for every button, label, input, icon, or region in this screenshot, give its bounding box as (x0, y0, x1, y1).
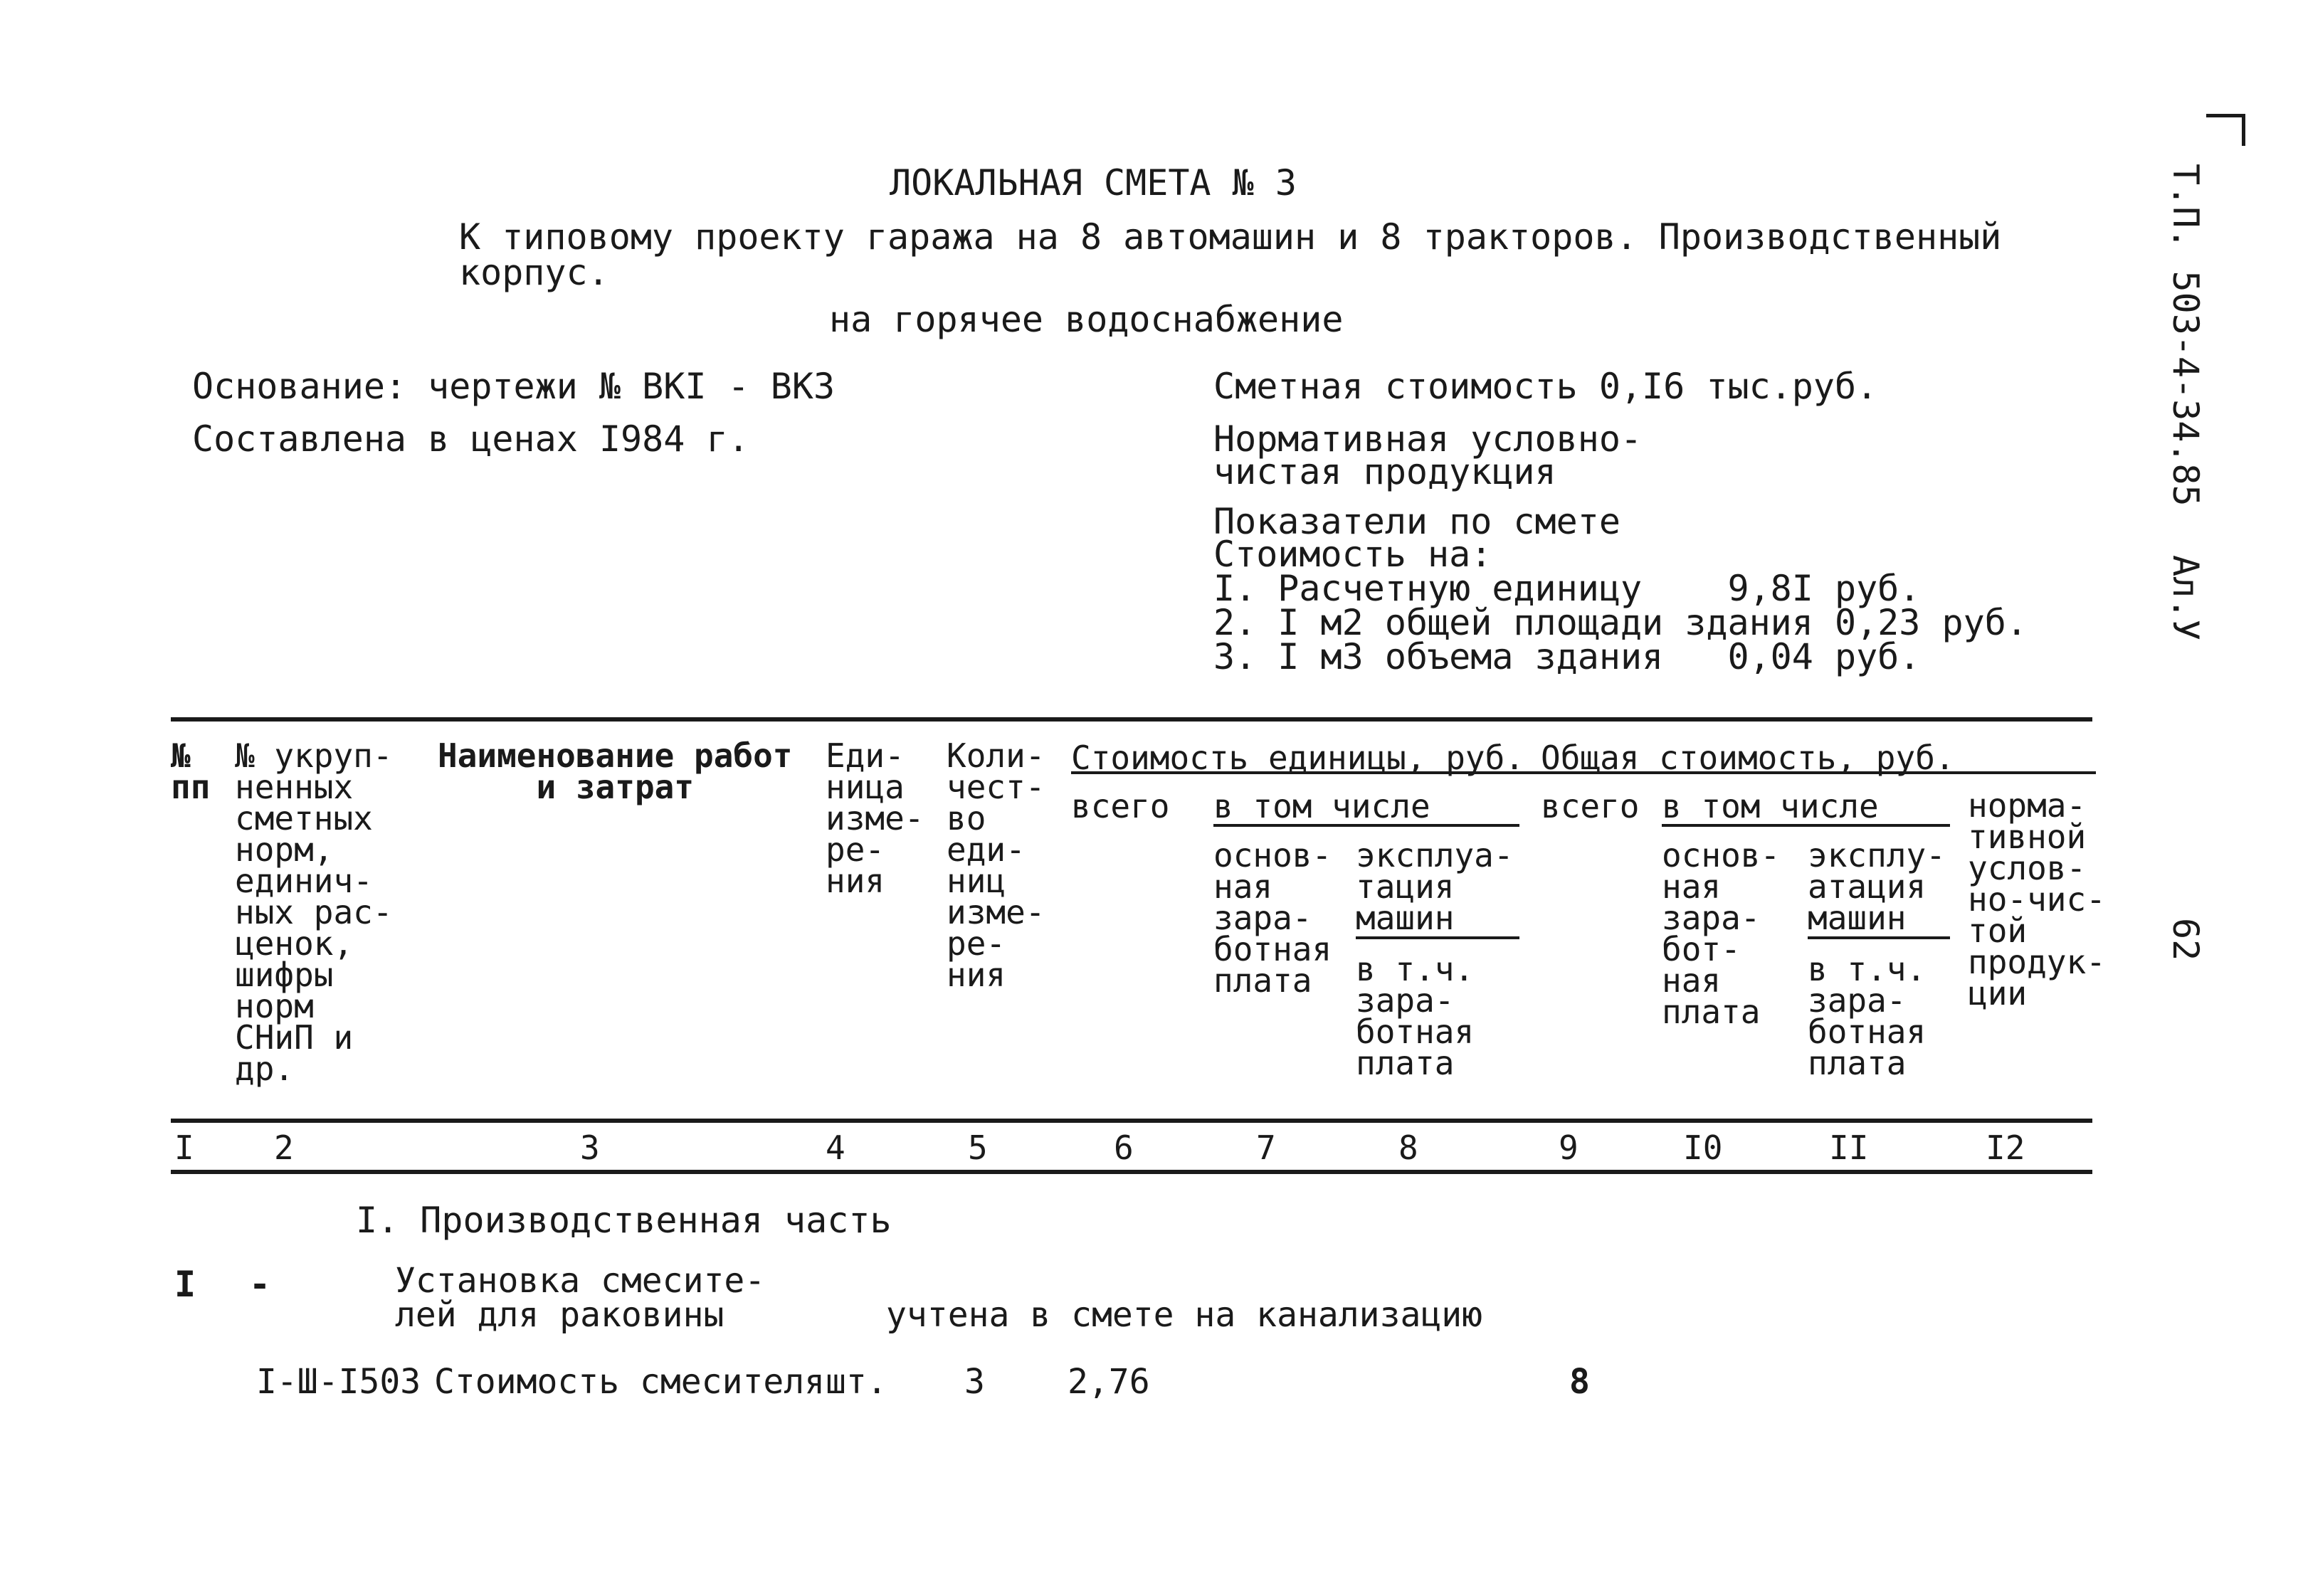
document-subtitle-line2: корпус. (459, 252, 609, 293)
column-number: I (174, 1129, 194, 1167)
header-unit-wages: основ- ная зара- ботная плата (1213, 836, 1332, 1000)
column-number: I0 (1683, 1129, 1723, 1167)
header-item-number: № пп (171, 736, 211, 806)
row-unit: шт. (826, 1362, 887, 1402)
row-unit-cost: 2,76 (1068, 1362, 1150, 1402)
corner-mark (2206, 114, 2245, 146)
document-purpose: на горячее водоснабжение (829, 299, 1344, 340)
row-name-line2: лей для раковины (395, 1295, 724, 1335)
header-unit: Еди- ница изме- ре- ния (826, 736, 924, 900)
column-number: 9 (1559, 1129, 1579, 1167)
column-number: 3 (580, 1129, 600, 1167)
header-work-name: Наименование работ и затрат (438, 736, 793, 806)
header-unit-total: всего (1071, 787, 1170, 825)
column-number: 8 (1398, 1129, 1418, 1167)
table-top-rule (171, 717, 2092, 722)
header-total-total: всего (1541, 787, 1640, 825)
column-number: 2 (274, 1129, 294, 1167)
page-number: 62 (2165, 918, 2206, 961)
column-number: 4 (826, 1129, 845, 1167)
row-code: - (249, 1264, 271, 1305)
header-unit-machines-wages: в т.ч. зара- ботная плата (1356, 950, 1475, 1082)
basis-text: Основание: чертежи № ВКI - ВК3 (192, 366, 836, 407)
header-group-unit-cost: Стоимость единицы, руб. (1071, 739, 1524, 777)
header-unit-including: в том числе (1213, 790, 1519, 827)
column-number: II (1829, 1129, 1869, 1167)
project-code: Т.П. 503-4-34.85 (2165, 164, 2206, 507)
indicator-3: 3. I м3 объема здания 0,04 руб. (1213, 636, 1921, 677)
sheet-label: Ал.У (2165, 555, 2206, 641)
normative-product-line2: чистая продукция (1213, 451, 1556, 492)
row-code: I-Ш-I503 (256, 1362, 421, 1402)
header-normative-product: норма- тивной услов- но-чис- той продук- ции (1968, 786, 2106, 1013)
normative-product-line1: Нормативная условно- (1213, 418, 1643, 460)
header-group-total-cost: Общая стоимость, руб. (1541, 739, 1955, 777)
estimated-cost-text: Сметная стоимость 0,I6 тыс.руб. (1213, 366, 1878, 407)
column-number: 6 (1114, 1129, 1134, 1167)
header-unit-machines: эксплуа- тация машин (1356, 840, 1519, 939)
header-total-including: в том числе (1662, 790, 1950, 827)
row-number: I (174, 1264, 196, 1305)
indicator-2: 2. I м2 общей площади здания 0,23 руб. (1213, 602, 2028, 643)
row-note: учтена в смете на канализацию (886, 1295, 1483, 1335)
column-number: I2 (1986, 1129, 2025, 1167)
cost-for-label: Стоимость на: (1213, 534, 1492, 575)
header-total-machines-wages: в т.ч. зара- ботная плата (1808, 950, 1927, 1082)
prices-year-text: Составлена в ценах I984 г. (192, 418, 749, 460)
indicator-1: I. Расчетную единицу 9,8I руб. (1213, 568, 1921, 609)
header-total-machines: эксплу- атация машин (1808, 840, 1950, 939)
header-norm-code: № укруп- ненных сметных норм, единич- ных рас- ценок, шифры норм СНиП и др. (235, 736, 393, 1088)
column-number: 7 (1256, 1129, 1276, 1167)
table-header-bottom-rule (171, 1119, 2092, 1123)
header-quantity: Коли- чест- во еди- ниц изме- ре- ния (947, 736, 1045, 994)
header-total-wages: основ- ная зара- бот- ная плата (1662, 836, 1781, 1031)
section-title: I. Производственная часть (356, 1200, 892, 1241)
indicators-title: Показатели по смете (1213, 501, 1620, 542)
row-quantity: 3 (964, 1362, 985, 1402)
row-name-line1: Установка смесите- (395, 1261, 766, 1301)
column-numbers-bottom-rule (171, 1170, 2092, 1174)
row-total-cost: 8 (1569, 1362, 1590, 1402)
document-title: ЛОКАЛЬНАЯ СМЕТА № 3 (890, 162, 1297, 204)
row-name: Стоимость смесителя (434, 1362, 826, 1402)
column-number: 5 (968, 1129, 988, 1167)
document-subtitle-line1: К типовому проекту гаража на 8 автомашин и 8 тракторов. Производственный (459, 216, 2002, 258)
